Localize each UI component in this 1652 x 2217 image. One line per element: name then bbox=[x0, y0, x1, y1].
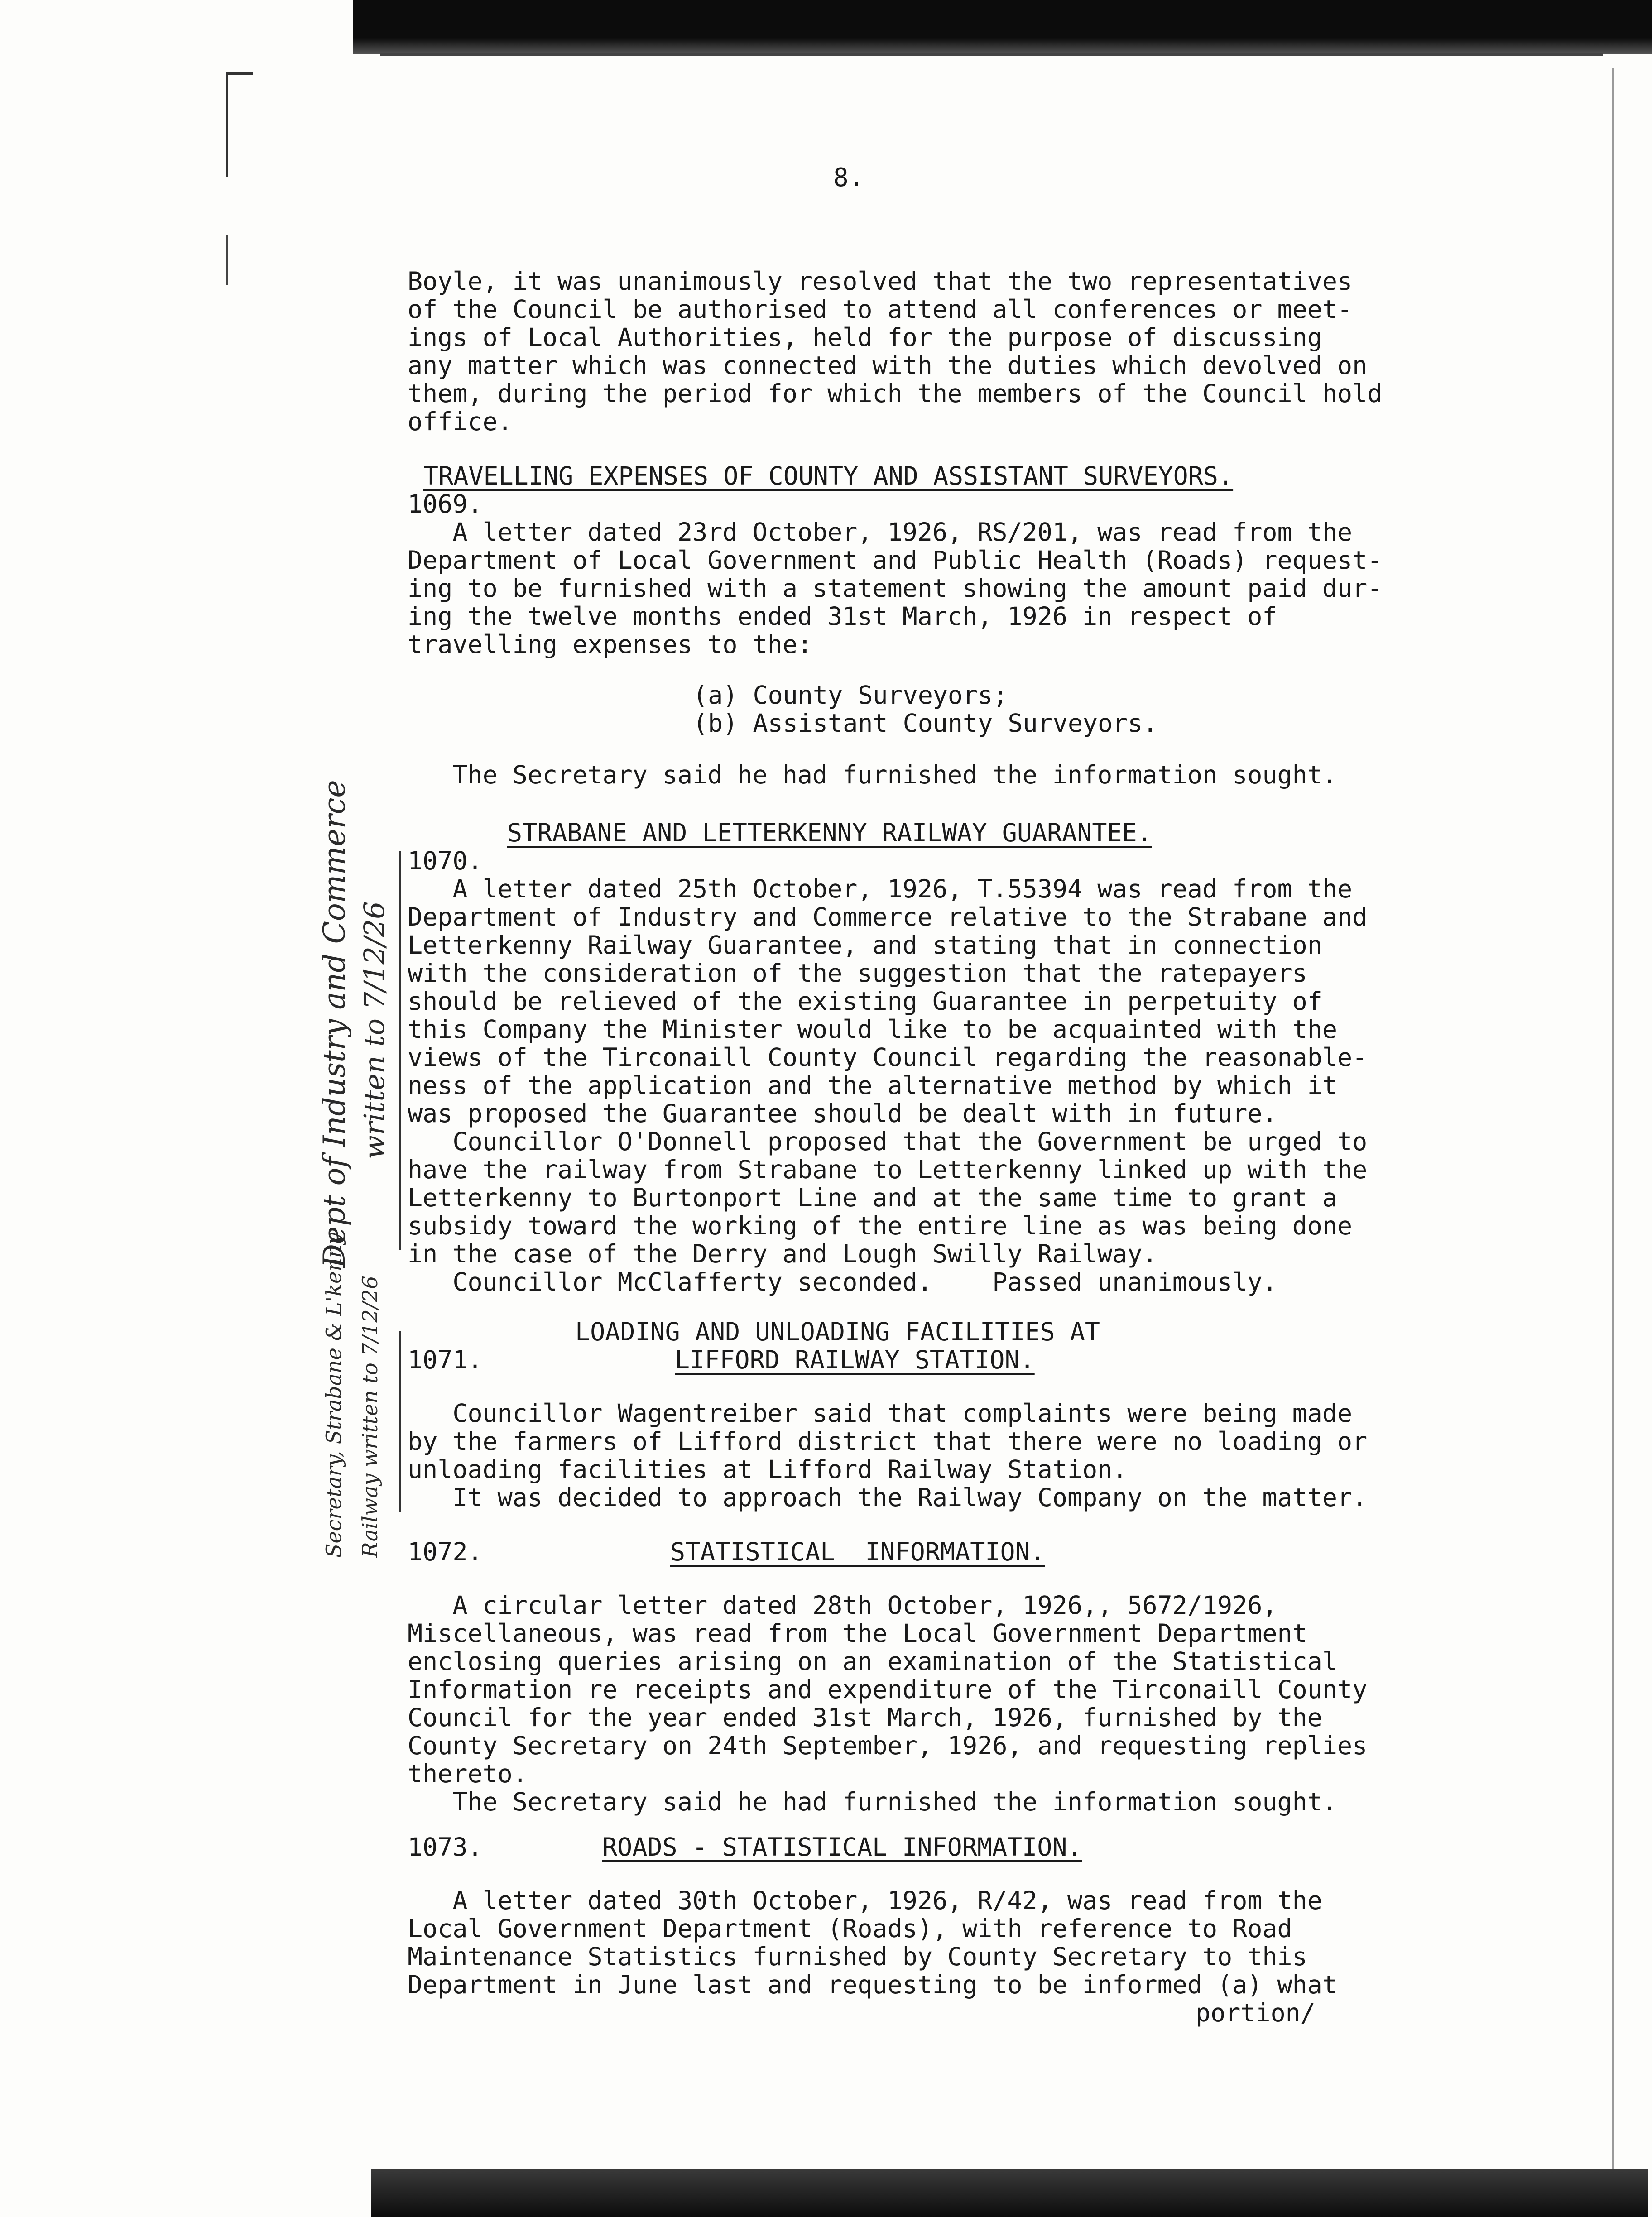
section-1072-number: 1072. bbox=[408, 1537, 483, 1566]
section-1072-line: A circular letter dated 28th October, 1926,, 5672/1926, bbox=[408, 1591, 1277, 1620]
section-1069-item: (b) Assistant County Surveyors. bbox=[693, 709, 1158, 738]
scan-right-edge bbox=[1612, 68, 1614, 2174]
intro-line: Boyle, it was unanimously resolved that the two representatives bbox=[408, 267, 1353, 296]
section-1072-line: enclosing queries arising on an examination of the Statistical bbox=[408, 1647, 1337, 1676]
section-1070-line: Councillor O'Donnell proposed that the Government be urged to bbox=[408, 1127, 1368, 1156]
section-1073-line: Department in June last and requesting to be informed (a) what bbox=[408, 1970, 1337, 1999]
section-1069-line: travelling expenses to the: bbox=[408, 630, 813, 659]
section-1072-line: County Secretary on 24th September, 1926, and requesting replies bbox=[408, 1731, 1368, 1760]
section-1072-line: Miscellaneous, was read from the Local Government Department bbox=[408, 1619, 1307, 1648]
section-1071-line: unloading facilities at Lifford Railway Station. bbox=[408, 1455, 1128, 1484]
section-1070-line: in the case of the Derry and Lough Swilly Railway. bbox=[408, 1239, 1157, 1268]
intro-line: office. bbox=[408, 407, 513, 436]
section-1070-margin-note: Dept of Industry and Commerce bbox=[317, 780, 352, 1268]
section-1070-heading: STRABANE AND LETTERKENNY RAILWAY GUARANTEE. bbox=[507, 818, 1152, 847]
section-1070-line: should be relieved of the existing Guarantee in perpetuity of bbox=[408, 987, 1322, 1016]
section-1071-heading: LOADING AND UNLOADING FACILITIES AT bbox=[575, 1317, 1100, 1346]
intro-line: any matter which was connected with the duties which devolved on bbox=[408, 351, 1368, 380]
catchword: portion/ bbox=[1196, 1998, 1316, 2027]
section-1070-line: with the consideration of the suggestion that the ratepayers bbox=[408, 959, 1307, 988]
section-1072-line: thereto. bbox=[408, 1759, 528, 1788]
section-1069-number: 1069. bbox=[408, 489, 483, 518]
section-1069-line: A letter dated 23rd October, 1926, RS/201, was read from the bbox=[408, 518, 1353, 547]
section-1070-line: views of the Tirconaill County Council regarding the reasonable- bbox=[408, 1043, 1368, 1072]
section-1071-line: Councillor Wagentreiber said that complaints were being made bbox=[408, 1399, 1353, 1428]
section-1071-heading: LIFFORD RAILWAY STATION. bbox=[675, 1345, 1035, 1374]
scan-left-bracket bbox=[226, 72, 228, 177]
section-1070-line: Letterkenny to Burtonport Line and at the same time to grant a bbox=[408, 1183, 1337, 1212]
section-1069-heading: TRAVELLING EXPENSES OF COUNTY AND ASSISTANT SURVEYORS. bbox=[423, 461, 1234, 490]
section-1070-line: subsidy toward the working of the entire line as was being done bbox=[408, 1211, 1353, 1240]
section-1071-line: It was decided to approach the Railway Company on the matter. bbox=[408, 1483, 1368, 1512]
section-1073-number: 1073. bbox=[408, 1833, 483, 1862]
intro-line: them, during the period for which the members of the Council hold bbox=[408, 379, 1383, 408]
intro-line: ings of Local Authorities, held for the purpose of discussing bbox=[408, 323, 1322, 352]
section-1071-number: 1071. bbox=[408, 1345, 483, 1374]
section-1069-closing: The Secretary said he had furnished the information sought. bbox=[408, 760, 1337, 789]
section-1072-line: The Secretary said he had furnished the information sought. bbox=[408, 1787, 1337, 1816]
section-1070-line: Letterkenny Railway Guarantee, and stating that in connection bbox=[408, 931, 1322, 960]
scan-top-border bbox=[353, 0, 1652, 54]
section-1071-margin-rule bbox=[399, 1331, 401, 1512]
section-1070-line: this Company the Minister would like to be acquainted with the bbox=[408, 1015, 1337, 1044]
section-1070-number: 1070. bbox=[408, 846, 483, 875]
section-1070-line: was proposed the Guarantee should be dealt with in future. bbox=[408, 1099, 1277, 1128]
section-1070-line: have the railway from Strabane to Letterkenny linked up with the bbox=[408, 1155, 1368, 1184]
section-1070-line: A letter dated 25th October, 1926, T.55394 was read from the bbox=[408, 874, 1353, 903]
page-number: 8. bbox=[833, 163, 864, 192]
section-1069-line: Department of Local Government and Public Health (Roads) request- bbox=[408, 546, 1383, 575]
scan-top-rule bbox=[380, 53, 1603, 56]
section-1069-line: ing to be furnished with a statement showing the amount paid dur- bbox=[408, 574, 1383, 603]
section-1071-margin-note: Secretary, Strabane & L'kenny bbox=[322, 1233, 346, 1558]
intro-line: of the Council be authorised to attend all conferences or meet- bbox=[408, 295, 1353, 324]
section-1073-line: A letter dated 30th October, 1926, R/42, was read from the bbox=[408, 1886, 1322, 1915]
section-1073-heading: ROADS - STATISTICAL INFORMATION. bbox=[602, 1833, 1082, 1862]
section-1070-margin-rule bbox=[399, 851, 401, 1250]
section-1073-line: Local Government Department (Roads), with reference to Road bbox=[408, 1914, 1292, 1943]
section-1071-line: by the farmers of Lifford district that there were no loading or bbox=[408, 1427, 1368, 1456]
section-1070-line: ness of the application and the alternative method by which it bbox=[408, 1071, 1337, 1100]
scan-bottom-border bbox=[371, 2169, 1648, 2217]
section-1069-item: (a) County Surveyors; bbox=[693, 681, 1008, 710]
section-1072-heading: STATISTICAL INFORMATION. bbox=[670, 1537, 1045, 1566]
section-1072-line: Council for the year ended 31st March, 1926, furnished by the bbox=[408, 1703, 1322, 1732]
section-1073-line: Maintenance Statistics furnished by County Secretary to this bbox=[408, 1942, 1307, 1971]
section-1071-margin-note: Railway written to 7/12/26 bbox=[358, 1276, 382, 1558]
section-1070-margin-note: written to 7/12/26 bbox=[358, 901, 391, 1159]
section-1072-line: Information re receipts and expenditure of the Tirconaill County bbox=[408, 1675, 1368, 1704]
section-1070-line: Department of Industry and Commerce relative to the Strabane and bbox=[408, 902, 1368, 931]
section-1070-line: Councillor McClafferty seconded. Passed unanimously. bbox=[408, 1267, 1277, 1296]
scan-left-mark bbox=[226, 235, 228, 285]
section-1069-line: ing the twelve months ended 31st March, 1926 in respect of bbox=[408, 602, 1277, 631]
